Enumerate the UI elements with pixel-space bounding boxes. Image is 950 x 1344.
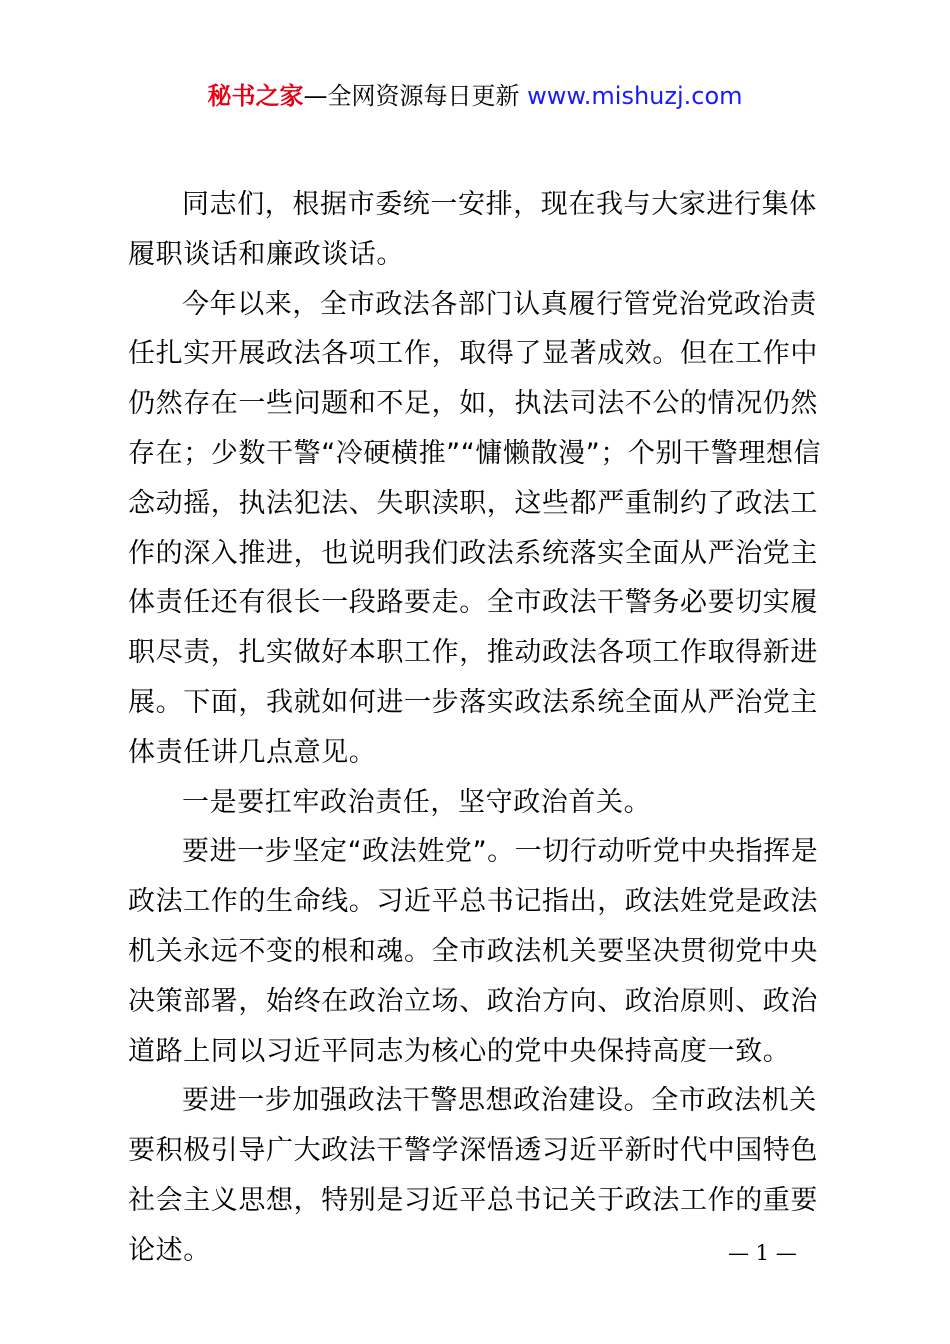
website-link[interactable]: www.mishuzj.com [527, 82, 743, 110]
page-number: — 1 — [728, 1241, 797, 1265]
document-body [128, 180, 843, 1276]
paragraph: 今年以来，全市政法各部门认真履行管党治党政治责任扎实开展政法各项工作，取得了显著成效。但在工作中仍然存在一些问题和不足，如，执法司法不公的情况仍然存在；少数干警“冷硬横推”“慵懒散漫”；个别干警理想信念动摇，执法犯法、失职渎职，这些都严重制约了政法工作的深入推进，也说明我们政法系统落实全面从严治党主体责任还有很长一段路要走。全市政法干警务必要切实履职尽责，扎实做好本职工作，推动政法各项工作取得新进展。下面，我就如何进一步落实政法系统全面从严治党主体责任讲几点意见。 [128, 288, 822, 768]
paragraph: 要进一步加强政法干警思想政治建设。全市政法机关要积极引导广大政法干警学深悟透习近平新时代中国特色社会主义思想，特别是习近平总书记关于政法工作的重要论述。 [128, 1085, 818, 1266]
page-header [0, 78, 950, 114]
header-slogan: —全网资源每日更新 [303, 82, 520, 110]
paragraph: 一是要扛牢政治责任，坚守政治首关。 [182, 786, 652, 818]
brand-name: 秘书之家 [207, 82, 304, 110]
paragraph: 要进一步坚定“政法姓党”。一切行动听党中央指挥是政法工作的生命线。习近平总书记指出，政法姓党是政法机关永远不变的根和魂。全市政法机关要坚决贯彻党中央决策部署，始终在政治立场、政治方向、政治原则、政治道路上同以习近平同志为核心的党中央保持高度一致。 [128, 836, 819, 1067]
paragraph: 同志们，根据市委统一安排，现在我与大家进行集体履职谈话和廉政谈话。 [128, 189, 817, 270]
